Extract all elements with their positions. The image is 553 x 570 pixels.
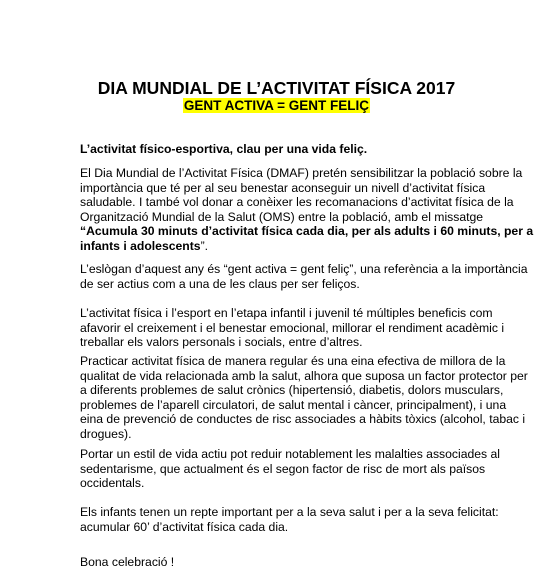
closing-line: Bona celebració !: [80, 555, 175, 569]
paragraph-health: [80, 354, 528, 442]
paragraph-lifestyle: [80, 447, 500, 491]
paragraph-line: Portar un estil de vida actiu pot reduir notablement les malalties associades al: [80, 447, 501, 461]
paragraph-benefits: [80, 306, 505, 350]
paragraph-line: drogues).: [80, 426, 132, 441]
paragraph-line: a diferents problemes de salut crònics (hipertensió, diabetis, dolors musculars,: [80, 383, 504, 398]
section-heading: L’activitat físico-esportiva, clau per una vida feliç.: [80, 142, 368, 156]
paragraph-line: importància que té per al seu benestar aconseguir un nivell d’activitat física: [80, 180, 486, 195]
paragraph-children: [80, 505, 500, 534]
document-title: DIA MUNDIAL DE L’ACTIVITAT FÍSICA 2017: [97, 78, 456, 98]
paragraph-intro: [80, 166, 534, 254]
paragraph-line: qualitat de vida relacionada amb la salut, alhora que suposa un factor protector per: [80, 368, 528, 383]
paragraph-line: Organització Mundial de la Salut (OMS) entre la població, amb el missatge: [80, 209, 484, 224]
paragraph-line: de ser actius com a una de les claus per ser feliços.: [80, 276, 360, 291]
paragraph-line: occidentals.: [80, 476, 145, 491]
paragraph-line: “Acumula 30 minuts d’activitat física cada dia, per als adults i 60 minuts, per a: [80, 224, 534, 239]
paragraph-line: El Dia Mundial de l’Activitat Física (DMAF) pretén sensibilitzar la població sobre la: [80, 166, 523, 180]
paragraph-line: [80, 239, 500, 254]
paragraph-line: eina de prevenció de conductes de risc associades a hàbits tòxics (alcohol, tabac i: [80, 412, 526, 427]
paragraph-slogan: [80, 262, 528, 291]
paragraph-line-bold: infants i adolescents: [80, 238, 201, 253]
paragraph-line: L’activitat física i l’esport en l’etapa infantil i juvenil té múltiples beneficis com: [80, 306, 493, 320]
paragraph-line: treballar els valors personals i socials, entre d’altres.: [80, 335, 363, 350]
paragraph-line: Els infants tenen un repte important per a la seva salut i per a la seva felicitat:: [80, 505, 499, 519]
paragraph-line: sedentarisme, que actualment és el segon factor de risc de mort als països: [80, 461, 486, 476]
document-subtitle: GENT ACTIVA = GENT FELIÇ: [183, 98, 370, 113]
subtitle-container: [0, 98, 553, 114]
paragraph-line: Practicar activitat física de manera regular és una eina efectiva de millora de la: [80, 354, 506, 368]
paragraph-line-end: ”.: [200, 238, 209, 253]
paragraph-line: afavorir el creixement i el benestar emocional, millorar el rendiment acadèmic i: [80, 320, 505, 335]
paragraph-line: problemes de l’aparell circulatori, de salut mental i càncer, principalment), i una: [80, 397, 507, 412]
paragraph-line: L’eslògan d’aquest any és “gent activa = gent feliç”, una referència a la importància: [80, 262, 528, 276]
paragraph-line: acumular 60’ d’activitat física cada dia.: [80, 519, 289, 534]
paragraph-line: saludable. I també vol donar a conèixer les recomanacions d’activitat física de la: [80, 195, 514, 210]
